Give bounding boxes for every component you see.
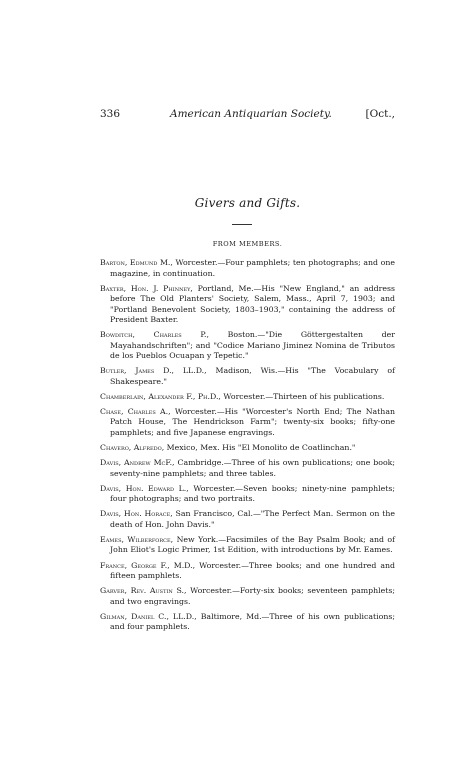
- page-title: Givers and Gifts.: [194, 196, 301, 210]
- page-number: 336: [100, 108, 121, 120]
- gift-description: San Francisco, Cal.—"The Perfect Man. Sermon on the death of Hon. John Davis.": [110, 509, 395, 529]
- donor-name: Bowditch, Charles P.,: [100, 330, 209, 340]
- gift-description: Worcester.—Forty-six books; seventeen pamphlets; and two engravings.: [110, 586, 395, 606]
- donor-name: Davis, Andrew McF.,: [100, 458, 175, 468]
- gift-entry: [100, 484, 395, 505]
- gift-entry: [100, 284, 395, 326]
- donor-name: Gilman, Daniel C., LL.D.,: [100, 611, 197, 621]
- gift-description: Worcester.—Thirteen of his publications.: [220, 391, 385, 401]
- gift-description: Worcester.—Four pamphlets; ten photographs; and one magazine, in continuation.: [110, 258, 395, 278]
- donor-name: Garver, Rev. Austin S.,: [100, 586, 187, 596]
- gift-entry: [100, 258, 395, 279]
- donor-name: France, George F., M.D.,: [100, 560, 196, 570]
- title-rule: [232, 224, 252, 225]
- gift-entry: [100, 509, 395, 530]
- section-heading: FROM MEMBERS.: [212, 240, 283, 248]
- donor-name: Barton, Edmund M.,: [100, 258, 173, 267]
- donor-name: Eames, Wilberforce,: [100, 534, 174, 544]
- gift-description: New York.—Facsimiles of the Bay Psalm Book; and of John Eliot's Logic Primer, 1st Edition, with introductions by Mr. Eames.: [110, 534, 396, 555]
- gift-entry: [100, 392, 395, 403]
- donor-name: Davis, Hon. Horace,: [100, 509, 173, 519]
- gift-description: Portland, Me.—His "New England," an address before The Old Planters' Society, Salem, Mass., April 7, 1903; and "Portland Benevolent Society, 1803–1903," containing the address of President Baxter.: [110, 283, 396, 325]
- running-title: American Antiquarian Society.: [170, 108, 332, 120]
- gift-description: Worcester.—Seven books; ninety-nine pamphlets; four photographs; and two portraits.: [110, 483, 395, 504]
- header-date: [Oct.,: [365, 108, 395, 120]
- gift-entry: [100, 535, 395, 556]
- donor-name: Baxter, Hon. J. Phinney,: [100, 283, 193, 293]
- gift-description: Worcester.—Three books; and one hundred and fifteen pamphlets.: [110, 560, 395, 581]
- gift-entry: [100, 407, 395, 439]
- gift-entry: [100, 586, 395, 607]
- gift-entry: [100, 443, 395, 454]
- donor-name: Chamberlain, Alexander F., Ph.D.,: [100, 391, 221, 401]
- gift-description: Boston.—"Die Göttergestalten der Mayahandschriften"; and "Codice Mariano Jiminez Nomina de Tributos de los Pueblos Ocuapan y Tepetic.": [110, 330, 395, 361]
- gift-entry: [100, 458, 395, 479]
- gift-entry: [100, 612, 395, 633]
- gift-description: Baltimore, Md.—Three of his own publications; and four pamphlets.: [110, 611, 395, 632]
- gift-entry: [100, 330, 395, 362]
- gift-entries: [100, 258, 395, 637]
- donor-name: Butler, James D., LL.D.,: [100, 366, 207, 376]
- gift-entry: [100, 366, 395, 387]
- gift-entry: [100, 561, 395, 582]
- gift-description: Mexico, Mex. His "El Monolito de Coatlinchan.": [164, 443, 356, 453]
- gift-description: Worcester.—His "Worcester's North End; The Nathan Patch House, The Hendrickson Farm"; twenty-six books; fifty-one pamphlets; and five Japanese engravings.: [110, 406, 395, 437]
- gift-description: Cambridge.—Three of his own publications; one book; seventy-nine pamphlets; and three tables.: [110, 458, 396, 478]
- donor-name: Chase, Charles A.,: [100, 406, 171, 416]
- gift-description: Madison, Wis.—His "The Vocabulary of Shakespeare.": [110, 366, 395, 386]
- donor-name: Chavero, Alfredo,: [100, 443, 165, 453]
- donor-name: Davis, Hon. Edward L.,: [100, 483, 189, 493]
